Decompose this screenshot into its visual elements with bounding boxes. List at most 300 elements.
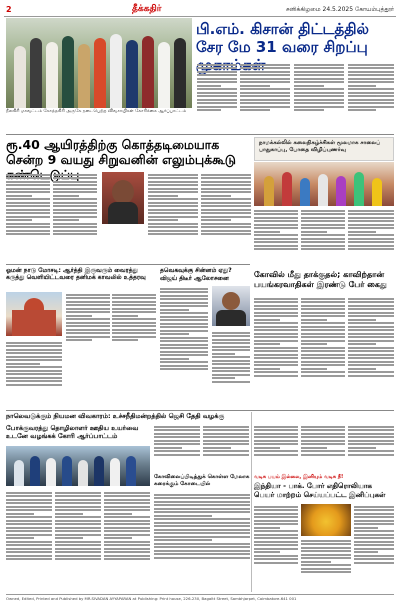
text-line [203, 436, 249, 438]
text-line [212, 377, 235, 379]
text-line [254, 361, 298, 363]
text-line [301, 443, 345, 445]
text-line [254, 513, 298, 515]
text-line [6, 520, 52, 522]
text-line [254, 537, 298, 539]
text-line [201, 230, 251, 232]
text-line [201, 226, 251, 228]
farmers-protest-photo [6, 18, 192, 108]
text-line [354, 527, 378, 529]
text-line [104, 495, 150, 497]
text-line [348, 213, 394, 215]
text-line [154, 501, 250, 503]
text-line [55, 558, 101, 560]
story2-text-col-3 [148, 172, 198, 262]
story3-text-col-3 [348, 208, 394, 268]
farmers-photo-caption: நீலகிரி மாவட்டம் கோத்தகிரி அருகே நடைபெற்ற விவசாயிகள் கோரிக்கை ஆர்ப்பாட்டம் [6, 109, 187, 114]
text-line [354, 541, 394, 543]
text-line [104, 555, 150, 557]
text-line [112, 322, 156, 324]
text-line [294, 81, 344, 83]
text-line [348, 248, 394, 250]
text-line [240, 109, 270, 111]
text-line [301, 298, 345, 300]
text-line [197, 92, 237, 94]
text-line [148, 233, 198, 235]
text-line [294, 106, 344, 108]
text-line [6, 513, 34, 515]
text-line [6, 184, 50, 186]
text-line [348, 81, 394, 83]
text-line [301, 450, 345, 452]
text-line [112, 325, 156, 327]
text-line [148, 198, 198, 200]
text-line [6, 548, 52, 550]
text-line [104, 527, 150, 529]
text-line [6, 509, 52, 511]
text-line [104, 530, 150, 532]
text-line [254, 238, 298, 240]
text-line [53, 233, 97, 235]
story7-headline: நாலெவடுக்கும் நியமன விவகாரம்: உச்சநீதிமன்றத்தில் ஜெசி தேதி வழக்கு [6, 412, 225, 420]
text-line [254, 433, 298, 435]
text-line [148, 188, 198, 190]
text-line [6, 551, 52, 553]
text-line [348, 440, 394, 442]
text-line [354, 530, 394, 532]
text-line [104, 558, 150, 560]
text-line [6, 188, 50, 190]
text-line [154, 553, 250, 555]
text-line [301, 361, 345, 363]
story2-headline: ரூ.40 ஆயிரத்திற்கு கொத்தடிமையாக சென்ற 9 வயது சிறுவனின் எலும்புக்கூடு [6, 137, 236, 167]
text-line [203, 440, 249, 442]
text-line [348, 85, 376, 87]
text-line [254, 555, 298, 557]
text-line [301, 454, 345, 456]
text-line [104, 513, 132, 515]
text-line [160, 302, 208, 304]
text-line [55, 509, 101, 511]
text-line [55, 555, 101, 557]
text-line [6, 230, 50, 232]
text-line [104, 544, 150, 546]
text-line [55, 551, 101, 553]
text-line [6, 555, 52, 557]
text-line [348, 433, 394, 435]
sweets-photo [301, 504, 351, 536]
text-line [254, 210, 298, 212]
text-line [203, 433, 249, 435]
text-line [348, 88, 394, 90]
text-line [301, 426, 345, 428]
text-line [212, 349, 250, 351]
text-line [154, 447, 182, 449]
text-line [348, 364, 394, 366]
text-line [112, 339, 138, 341]
text-line [254, 509, 298, 511]
text-line [6, 384, 62, 386]
text-line [240, 95, 290, 97]
story2-text-col-4 [201, 172, 251, 262]
text-line [240, 85, 270, 87]
text-line [254, 527, 280, 529]
text-line [212, 353, 235, 355]
text-line [301, 571, 351, 573]
text-line [112, 304, 156, 306]
text-line [301, 368, 327, 370]
text-line [66, 329, 110, 331]
rule-story2-bottom [6, 264, 250, 265]
text-line [55, 537, 83, 539]
text-line [53, 209, 97, 211]
text-line [6, 349, 62, 351]
text-line [254, 447, 280, 449]
text-line [212, 381, 250, 383]
text-line [66, 311, 110, 313]
text-line [301, 238, 345, 240]
text-line [301, 213, 345, 215]
text-line [301, 305, 345, 307]
text-line [6, 370, 62, 372]
text-line [148, 209, 198, 211]
text-line [348, 308, 394, 310]
story7-text-col-3 [254, 424, 298, 472]
text-line [254, 213, 298, 215]
text-line [112, 308, 156, 310]
text-line [348, 336, 394, 338]
text-line [154, 511, 250, 513]
text-line [254, 301, 298, 303]
text-line [112, 336, 156, 338]
text-line [201, 188, 251, 190]
text-line [348, 227, 394, 229]
story8-text-col-3 [104, 490, 150, 590]
text-line [154, 543, 250, 545]
text-line [160, 347, 208, 349]
text-line [55, 499, 101, 501]
text-line [212, 367, 250, 369]
text-line [301, 322, 345, 324]
text-line [53, 174, 97, 176]
text-line [148, 191, 198, 193]
text-line [6, 219, 32, 221]
text-line [294, 102, 344, 104]
text-line [55, 506, 101, 508]
text-line [201, 205, 251, 207]
text-line [197, 67, 237, 69]
text-line [240, 92, 290, 94]
text-line [254, 454, 298, 456]
text-line [212, 342, 250, 344]
text-line [301, 231, 327, 233]
text-line [301, 568, 351, 570]
text-line [104, 492, 150, 494]
text-line [348, 343, 376, 345]
text-line [55, 527, 101, 529]
masthead [4, 4, 396, 17]
text-line [348, 371, 394, 373]
rule-v-bottom [251, 412, 252, 592]
text-line [6, 499, 52, 501]
text-line [160, 309, 189, 311]
text-line [6, 541, 52, 543]
text-line [154, 508, 250, 510]
text-line [254, 336, 298, 338]
story5-text-col-2 [112, 292, 156, 362]
text-line [354, 520, 394, 522]
lead-text-col-2 [240, 62, 290, 132]
text-line [301, 340, 345, 342]
text-line [112, 318, 156, 320]
text-line [53, 202, 97, 204]
boy-portrait-photo [102, 172, 144, 224]
text-line [154, 494, 250, 496]
text-line [348, 245, 394, 247]
text-line [154, 436, 200, 438]
text-line [154, 426, 200, 428]
text-line [66, 325, 110, 327]
text-line [55, 516, 101, 518]
story6-text-col-1 [254, 296, 298, 412]
text-line [254, 548, 298, 550]
text-line [104, 506, 150, 508]
text-line [148, 174, 198, 176]
text-line [348, 326, 394, 328]
text-line [160, 333, 189, 335]
text-line [294, 88, 344, 90]
text-line [6, 495, 52, 497]
text-line [104, 523, 150, 525]
text-line [301, 234, 345, 236]
text-line [301, 248, 345, 250]
text-line [254, 429, 298, 431]
text-line [6, 506, 52, 508]
text-line [104, 502, 150, 504]
text-line [197, 85, 221, 87]
text-line [354, 534, 394, 536]
text-line [354, 562, 394, 564]
lead-headline: பி.எம். கிசான் திட்டத்தில் சேர மே 31 வரை சிறப்பு [196, 20, 369, 56]
text-line [254, 440, 298, 442]
text-line [55, 502, 101, 504]
text-line [301, 227, 345, 229]
text-line [160, 340, 208, 342]
text-line [294, 85, 324, 87]
text-line [354, 537, 394, 539]
text-line [201, 181, 251, 183]
text-line [104, 551, 150, 553]
story10-text-col-1 [254, 504, 298, 590]
text-line [301, 375, 345, 377]
text-line [148, 181, 198, 183]
text-line [6, 226, 50, 228]
text-line [6, 209, 50, 211]
text-line [6, 342, 62, 344]
text-line [348, 67, 394, 69]
story4-text-col-2 [212, 330, 250, 406]
text-line [212, 360, 250, 362]
text-line [6, 380, 62, 382]
text-line [53, 219, 79, 221]
text-line [197, 106, 237, 108]
text-line [160, 330, 208, 332]
text-line [240, 102, 290, 104]
text-line [301, 554, 351, 556]
text-line [301, 319, 327, 321]
text-line [348, 357, 394, 359]
text-line [154, 550, 250, 552]
text-line [254, 371, 298, 373]
story7-text-col-2 [203, 424, 249, 472]
text-line [254, 450, 298, 452]
text-line [148, 216, 198, 218]
lead-text-col-4 [348, 62, 394, 132]
text-line [254, 354, 298, 356]
text-line [301, 333, 345, 335]
text-line [104, 548, 150, 550]
text-line [6, 516, 52, 518]
text-line [348, 106, 394, 108]
text-line [354, 513, 394, 515]
text-line [348, 329, 394, 331]
text-line [154, 454, 200, 456]
text-line [348, 322, 394, 324]
text-line [348, 71, 394, 73]
text-line [6, 558, 52, 560]
text-line [160, 361, 208, 363]
text-line [212, 339, 250, 341]
text-line [254, 375, 298, 377]
text-line [197, 95, 237, 97]
text-line [203, 454, 249, 456]
text-line [354, 548, 394, 550]
text-line [240, 74, 290, 76]
story2-text-col-2 [53, 172, 97, 262]
text-line [53, 177, 97, 179]
text-line [254, 326, 298, 328]
text-line [254, 516, 298, 518]
text-line [348, 210, 394, 212]
text-line [104, 516, 150, 518]
text-line [66, 294, 110, 296]
text-line [154, 546, 250, 548]
text-line [160, 351, 208, 353]
text-line [348, 305, 394, 307]
text-line [348, 426, 394, 428]
text-line [148, 223, 198, 225]
text-line [348, 436, 394, 438]
text-line [160, 291, 208, 293]
text-line [301, 557, 351, 559]
text-line [254, 350, 298, 352]
text-line [254, 245, 298, 247]
text-line [148, 195, 178, 197]
text-line [197, 88, 237, 90]
text-line [201, 191, 251, 193]
text-line [104, 520, 150, 522]
text-line [254, 333, 298, 335]
transport-workers-protest-photo [6, 446, 150, 486]
story8-headline: போக்குவரத்து தொழிலாளர் ஊதிய உயர்வை உடனே வழங்கக் கோரி ஆர்ப்பாட்டம் [6, 424, 139, 440]
text-line [154, 515, 212, 517]
text-line [301, 220, 345, 222]
rule-below-lead [6, 134, 394, 135]
text-line [348, 224, 394, 226]
text-line [301, 224, 345, 226]
text-line [301, 326, 345, 328]
text-line [301, 343, 327, 345]
story8-text-col-2 [55, 490, 101, 590]
text-line [301, 301, 345, 303]
text-line [148, 219, 178, 221]
story7-text-col-1 [154, 424, 200, 472]
text-line [240, 64, 290, 66]
text-line [6, 223, 50, 225]
text-line [301, 447, 327, 449]
text-line [154, 532, 250, 534]
text-line [55, 523, 101, 525]
text-line [201, 202, 251, 204]
text-line [301, 364, 345, 366]
text-line [348, 340, 394, 342]
text-line [348, 312, 394, 314]
text-line [53, 223, 97, 225]
text-line [6, 352, 62, 354]
text-line [160, 295, 208, 297]
story5-text-col-1 [66, 292, 110, 362]
text-line [301, 371, 345, 373]
text-line [240, 81, 290, 83]
text-line [197, 109, 221, 111]
page-number: 2 [6, 5, 12, 14]
text-line [201, 209, 251, 211]
text-line [294, 67, 344, 69]
story10-text-col-2 [301, 538, 351, 590]
text-line [203, 426, 249, 428]
text-line [254, 368, 280, 370]
text-line [55, 495, 101, 497]
text-line [348, 92, 394, 94]
text-line [254, 298, 298, 300]
text-line [112, 294, 156, 296]
text-line [66, 304, 110, 306]
text-line [6, 527, 52, 529]
text-line [354, 558, 394, 560]
text-line [104, 509, 150, 511]
text-line [254, 315, 298, 317]
text-line [53, 188, 97, 190]
text-line [254, 562, 298, 564]
text-line [294, 92, 344, 94]
text-line [66, 308, 110, 310]
text-line [254, 558, 298, 560]
text-line [154, 525, 250, 527]
text-line [6, 359, 62, 361]
text-line [154, 429, 200, 431]
awareness-event-photo [254, 162, 394, 206]
text-line [301, 347, 345, 349]
text-line [240, 99, 290, 101]
text-line [294, 109, 324, 111]
text-line [53, 230, 97, 232]
text-line [55, 534, 101, 536]
story7-text-col-5 [348, 424, 394, 472]
text-line [354, 555, 394, 557]
text-line [66, 315, 92, 317]
text-line [301, 312, 345, 314]
text-line [348, 301, 394, 303]
